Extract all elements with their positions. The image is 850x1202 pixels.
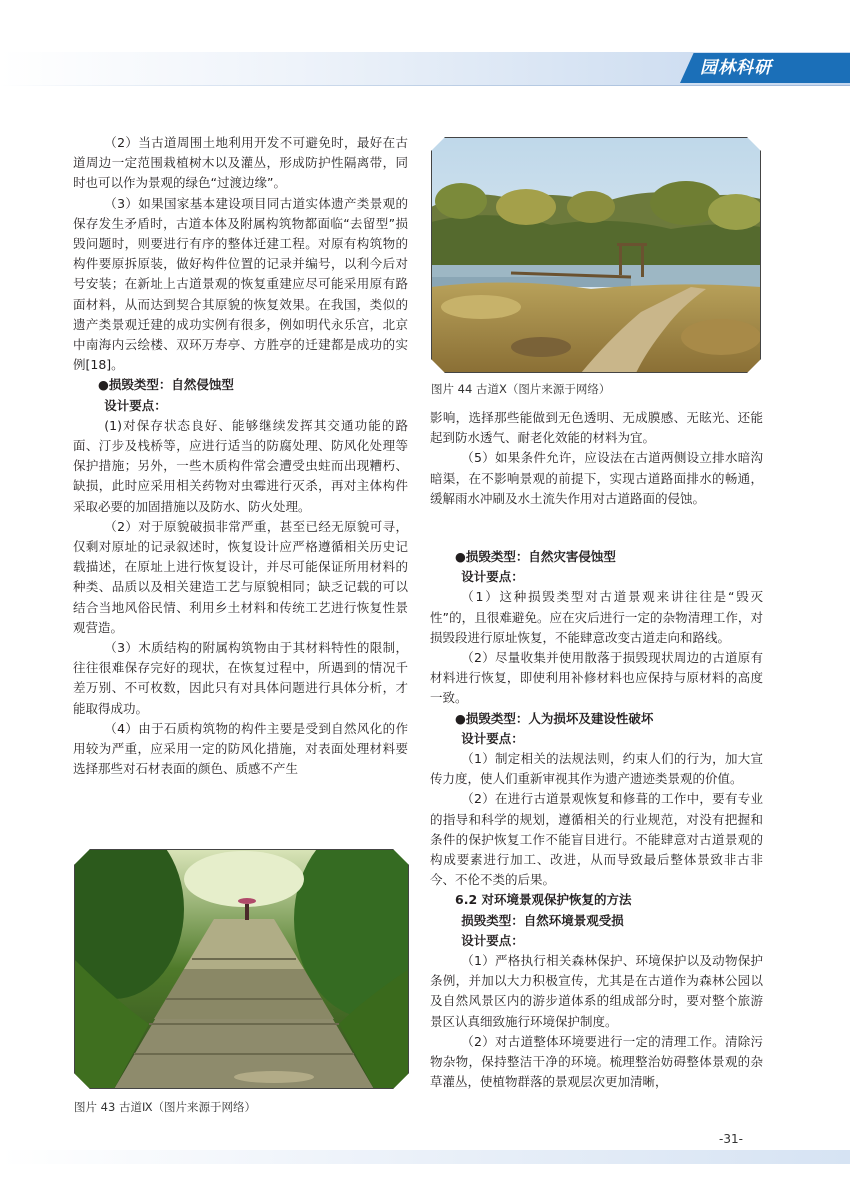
paragraph: （1）制定相关的法规法则，约束人们的行为，加大宣传力度，使人们重新审视其作为遗产遗迹类景观的价值。 [430, 751, 763, 787]
section-heading: ●损毁类型：自然侵蚀型 [98, 377, 234, 393]
photo-frame [74, 849, 409, 1089]
paragraph: （1）这种损毁类型对古道景观来讲往往是“毁灭性”的，且很难避免。应在灾后进行一定的杂物清理工作，对损毁段进行原址恢复，不能肆意改变古道走向和路线。 [430, 589, 763, 645]
paragraph: (1)对保存状态良好、能够继续发挥其交通功能的路面、汀步及栈桥等，应进行适当的防腐处理、防风化处理等保护措施；另外，一些木质构件常会遭受虫蛀而出现糟朽、缺损，此时应采用相关药物对虫霉进行灭杀，再对主体构件采取必要的加固措施以及防水、防火处理。 [73, 417, 408, 514]
paragraph: （2）对于原貌破损非常严重，甚至已经无原貌可寻，仅剩对原址的记录叙述时，恢复设计应严格遵循相关历史记载描述，在原址上进行恢复设计，并尽可能保证所用材料的种类、品质以及相关建造工艺与原貌相同；缺乏记载的可以结合当地风俗民情、利用乡土材料和传统工艺进行恢复性景观营造。 [73, 518, 408, 635]
photo-ancient-road-x [431, 137, 761, 373]
left-text-column [73, 133, 408, 780]
subheading: 设计要点： [461, 730, 524, 746]
section-heading: ●损毁类型：自然灾害侵蚀型 [455, 549, 616, 564]
page-number: -31- [719, 1132, 743, 1146]
section-heading: 6.2 对环境景观保护恢复的方法 [455, 892, 632, 908]
photo-ancient-road-ix [74, 849, 409, 1089]
section-title: 园林科研 [700, 58, 772, 78]
figure-caption-44: 图片 44 古道Ⅹ（图片来源于网络） [431, 382, 611, 396]
paragraph: （3）如果国家基本建设项目同古道实体遗产类景观的保存发生矛盾时，古道本体及附属构筑物都面临“去留型”损毁问题时，则要进行有序的整体迁建工程。对原有构筑物的构件要原拆原装，做好构件位置的记录并编号，以利今后对号安装；在新址上古道景观的恢复重建应尽可能采用原有路面材料，从而达到契合其原貌的恢复效果。在我国，类似的遗产类景观迁建的成功实例有很多，例如明代永乐宫，北京中南海内云绘楼、双环万寿亭、方胜亭的迁建都是成功的实例[18]。 [73, 195, 408, 373]
paragraph: 影响，选择那些能做到无色透明、无成膜感、无眩光、还能起到防水透气、耐老化效能的材料为宜。 [430, 410, 763, 446]
paragraph: （2）对古道整体环境要进行一定的清理工作。清除污物杂物，保持整洁干净的环境。梳理整治妨碍整体景观的杂草灌丛，使植物群落的景观层次更加清晰， [430, 1033, 763, 1090]
photo-frame [431, 137, 761, 373]
header-rule [0, 85, 850, 86]
paragraph: （4）由于石质构筑物的构件主要是受到自然风化的作用较为严重，应采用一定的防风化措施，对表面处理材料要选择那些对石材表面的颜色、质感不产生 [73, 720, 408, 777]
footer-band [0, 1150, 850, 1164]
subheading: 设计要点： [104, 397, 167, 413]
right-text-column-top [430, 408, 763, 509]
figure-caption-43: 图片 43 古道Ⅸ（图片来源于网络） [74, 1100, 256, 1114]
right-text-column [430, 547, 763, 1092]
paragraph: （2）尽量收集并使用散落于损毁现状周边的古道原有材料进行恢复，即使利用补修材料也应保持与原材料的高度一致。 [430, 650, 763, 706]
paragraph: （3）木质结构的附属构筑物由于其材料特性的限制，往往很难保存完好的现状，在恢复过程中，所遇到的情况千差万别、不可枚数，因此只有对具体问题进行具体分析，才能取得成功。 [73, 640, 408, 716]
paragraph: （2）当古道周围土地利用开发不可避免时，最好在古道周边一定范围栽植树木以及灌丛，形成防护性隔离带，同时也可以作为景观的绿色“过渡边缘”。 [73, 135, 408, 191]
subheading: 设计要点： [461, 932, 524, 948]
paragraph: （1）严格执行相关森林保护、环境保护以及动物保护条例，并加以大力积极宣传，尤其是在古道作为森林公园以及自然风景区内的游步道体系的组成部分时，要对整个旅游景区认真细致施行环境保护制度。 [430, 953, 763, 1029]
section-heading: ●损毁类型：人为损坏及建设性破坏 [455, 710, 654, 726]
subheading: 设计要点： [461, 569, 524, 585]
subheading: 损毁类型：自然环境景观受损 [461, 912, 624, 928]
paragraph: （5）如果条件允许，应设法在古道两侧设立排水暗沟暗渠，在不影响景观的前提下，实现古道路面排水的畅通，缓解雨水冲刷及水土流失作用对古道路面的侵蚀。 [430, 450, 763, 506]
paragraph: （2）在进行古道景观恢复和修葺的工作中，要有专业的指导和科学的规划，遵循相关的行业规范，对没有把握和条件的保护恢复工作不能盲目进行。不能肆意对古道景观的构成要素进行加工、改进，从而导致最后整体景致非古非今、不伦不类的后果。 [430, 791, 763, 888]
